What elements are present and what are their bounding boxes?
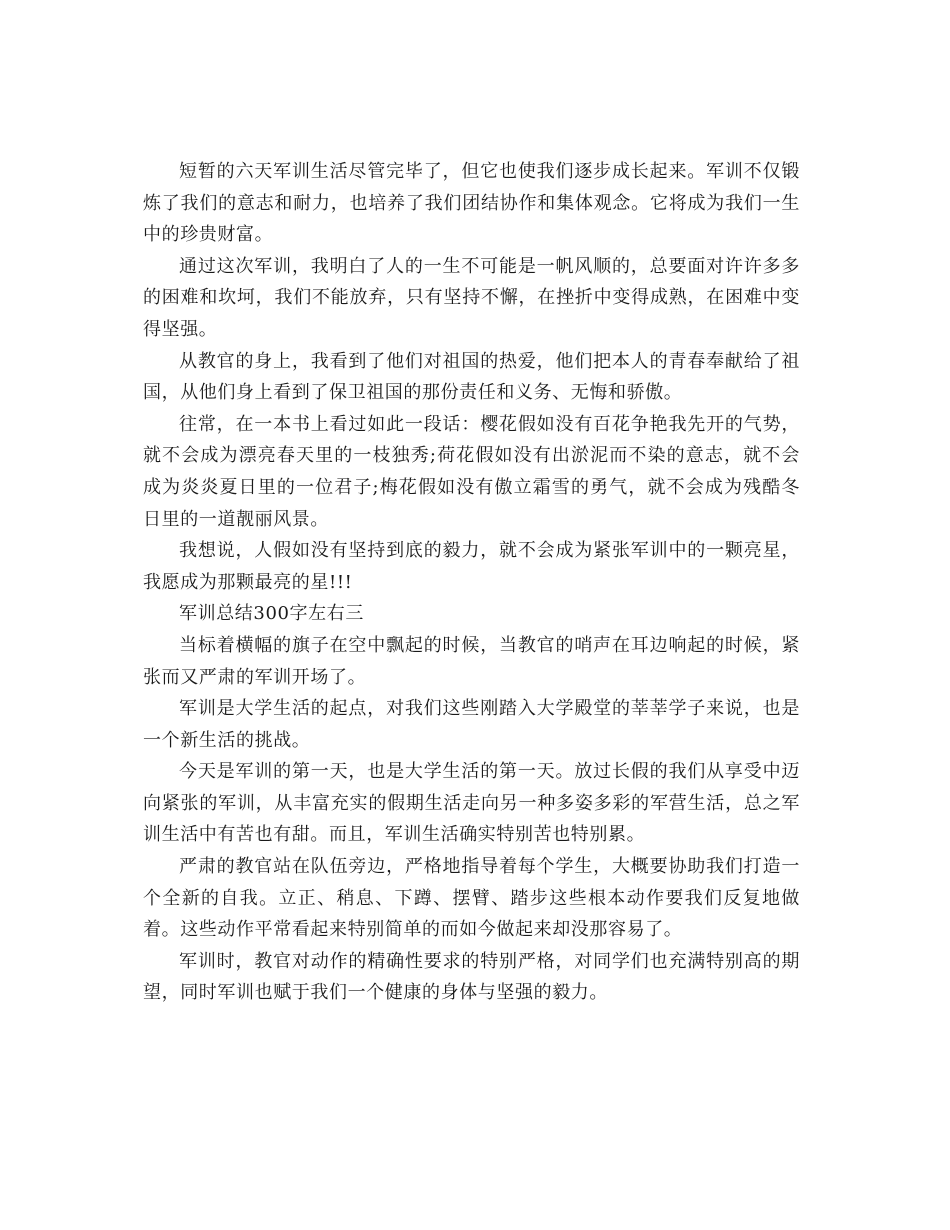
paragraph-1: 短暂的六天军训生活尽管完毕了，但它也使我们逐步成长起来。军训不仅锻炼了我们的意志和耐力，也培养了我们团结协作和集体观念。它将成为我们一生中的珍贵财富。 — [143, 161, 800, 246]
paragraph-9: 严肃的教官站在队伍旁边，严格地指导着每个学生，大概要协助我们打造一个全新的自我。立正、稍息、下蹲、摆臂、踏步这些根本动作要我们反复地做着。这些动作平常看起来特别简单的而如今做起来却没那容易了。 — [143, 856, 800, 941]
paragraph-5: 我想说，人假如没有坚持到底的毅力，就不会成为紧张军训中的一颗亮星，我愿成为那颗最亮的星!!! — [143, 540, 800, 593]
paragraph-6: 当标着横幅的旗子在空中飘起的时候，当教官的哨声在耳边响起的时候，紧张而又严肃的军训开场了。 — [143, 634, 800, 688]
paragraph-2: 通过这次军训，我明白了人的一生不可能是一帆风顺的，总要面对许许多多的困难和坎坷，我们不能放弃，只有坚持不懈，在挫折中变得成熟，在困难中变得坚强。 — [143, 255, 800, 340]
paragraph-7: 军训是大学生活的起点，对我们这些刚踏入大学殿堂的莘莘学子来说，也是一个新生活的挑战。 — [143, 698, 800, 751]
section-heading: 军训总结300字左右三 — [179, 603, 364, 625]
paragraph-4: 往常，在一本书上看过如此一段话：樱花假如没有百花争艳我先开的气势，就不会成为漂亮春天里的一枝独秀;荷花假如没有出淤泥而不染的意志，就不会成为炎炎夏日里的一位君子;梅花假如没有傲立霜雪的勇气，就不会成为残酷冬日里的一道靓丽风景。 — [143, 413, 800, 530]
paragraph-10: 军训时，教官对动作的精确性要求的特别严格，对同学们也充满特别高的期望，同时军训也赋于我们一个健康的身体与坚强的毅力。 — [143, 950, 800, 1004]
document-body — [143, 156, 800, 1009]
paragraph-8: 今天是军训的第一天，也是大学生活的第一天。放过长假的我们从享受中迈向紧张的军训，从丰富充实的假期生活走向另一种多姿多彩的军营生活，总之军训生活中有苦也有甜。而且，军训生活确实特别苦也特别累。 — [143, 761, 800, 846]
paragraph-3: 从教官的身上，我看到了他们对祖国的热爱，他们把本人的青春奉献给了祖国，从他们身上看到了保卫祖国的那份责任和义务、无悔和骄傲。 — [143, 350, 800, 404]
